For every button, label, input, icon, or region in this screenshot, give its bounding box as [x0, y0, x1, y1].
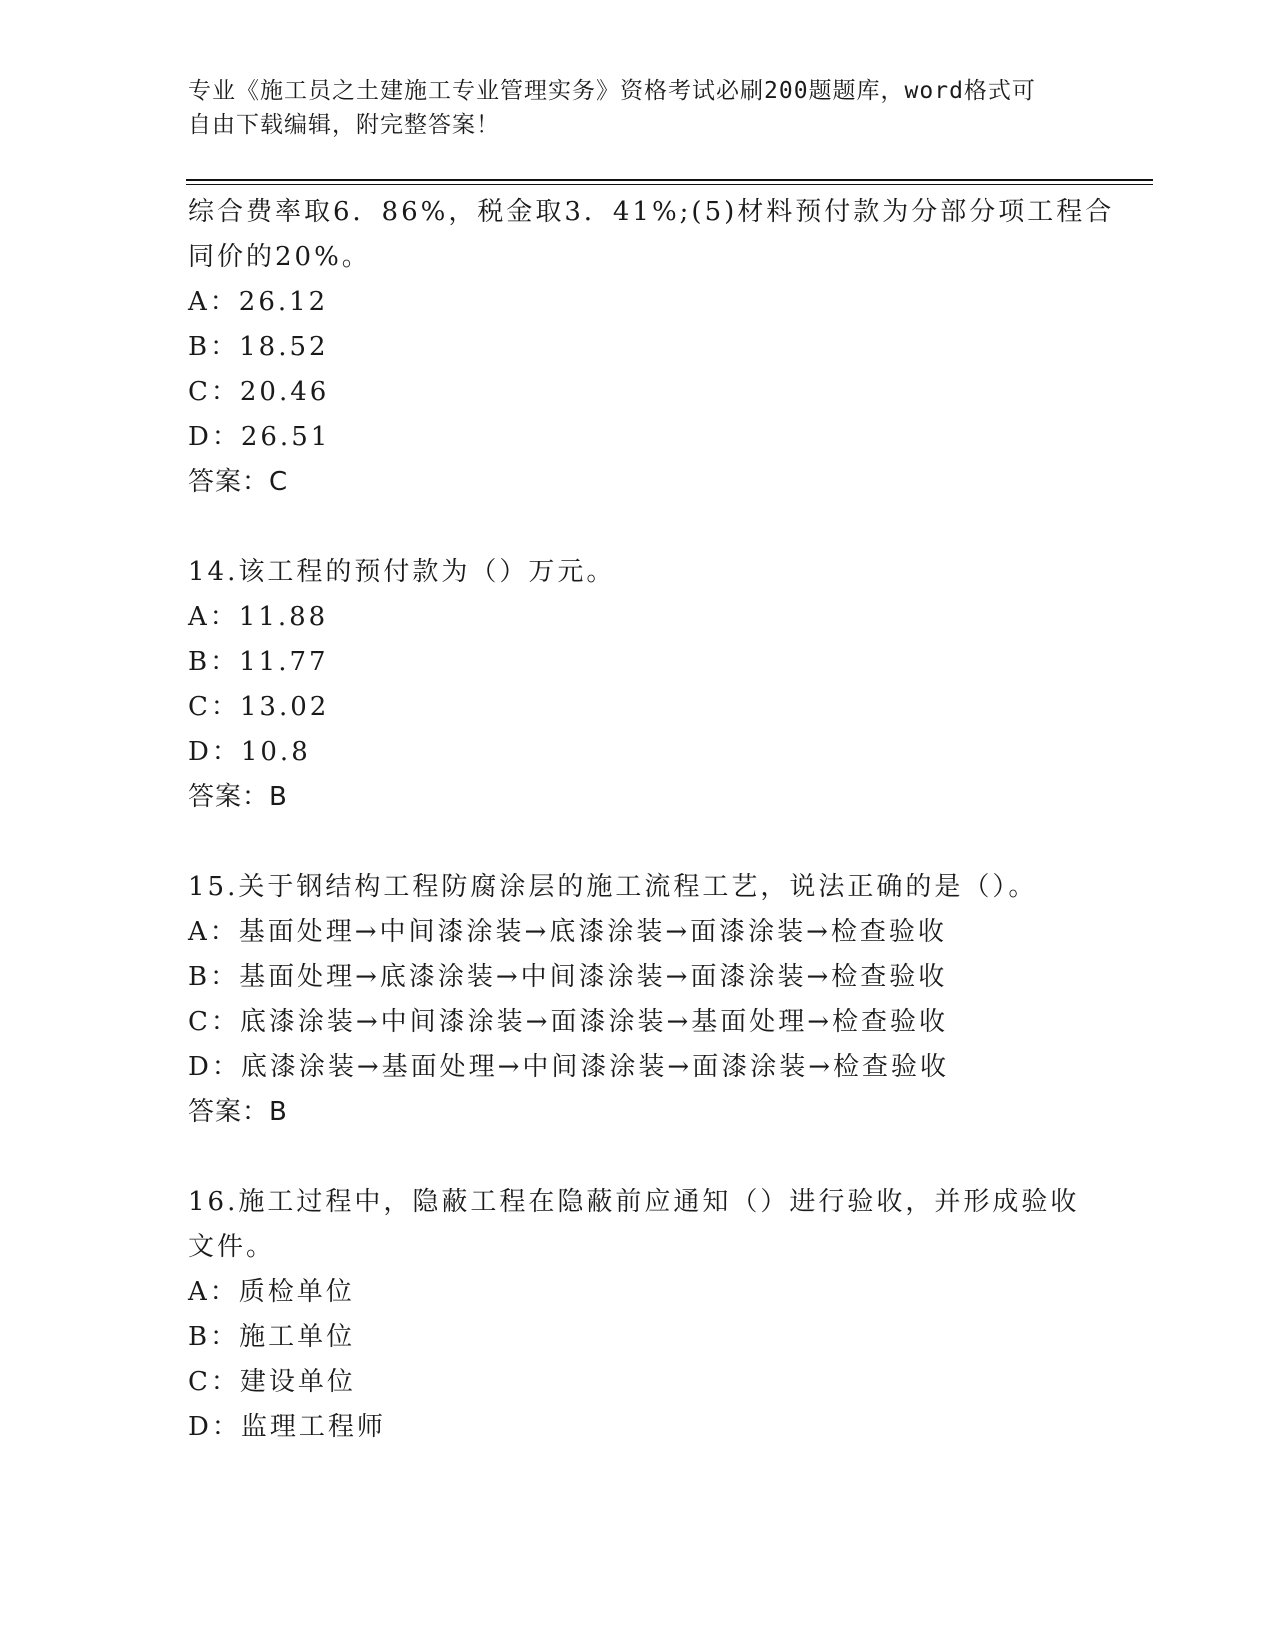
- question-15: [188, 865, 1088, 1135]
- option-c: C：13.02: [188, 692, 330, 722]
- question-text: 文件。: [188, 1232, 276, 1262]
- option-c: C：20.46: [188, 377, 330, 407]
- header-rule-thick: [186, 179, 1153, 181]
- question-text: 同价的20%。: [188, 242, 371, 272]
- option-c: C：建设单位: [188, 1367, 356, 1397]
- answer: 答案：B: [188, 1097, 288, 1127]
- option-b: B：施工单位: [188, 1322, 356, 1352]
- option-a: A：26.12: [188, 287, 329, 317]
- option-d: D：监理工程师: [188, 1412, 386, 1442]
- option-d: D：10.8: [188, 737, 311, 767]
- question-content: [188, 190, 1115, 1450]
- question-text: 14.该工程的预付款为（）万元。: [188, 557, 616, 587]
- document-header: [188, 74, 1068, 142]
- option-d: D：26.51: [188, 422, 331, 452]
- header-line-1: 专业《施工员之土建施工专业管理实务》资格考试必刷200题题库，word格式可: [188, 78, 1036, 104]
- option-b: B：基面处理→底漆涂装→中间漆涂装→面漆涂装→检查验收: [188, 962, 948, 992]
- spacer: [188, 820, 1088, 865]
- spacer: [188, 1135, 1088, 1180]
- option-a: A：11.88: [188, 602, 329, 632]
- answer: 答案：B: [188, 782, 288, 812]
- option-d: D：底漆涂装→基面处理→中间漆涂装→面漆涂装→检查验收: [188, 1052, 949, 1082]
- option-c: C：底漆涂装→中间漆涂装→面漆涂装→基面处理→检查验收: [188, 1007, 949, 1037]
- question-14: [188, 550, 1088, 820]
- option-a: A：质检单位: [188, 1277, 355, 1307]
- option-b: B：18.52: [188, 332, 329, 362]
- answer: 答案：C: [188, 467, 289, 497]
- header-rule-thin: [186, 184, 1153, 185]
- spacer: [188, 505, 1088, 550]
- option-b: B：11.77: [188, 647, 329, 677]
- question-text: 16.施工过程中，隐蔽工程在隐蔽前应通知（）进行验收，并形成验收: [188, 1187, 1080, 1217]
- question-16: [188, 1180, 1088, 1450]
- question-text: 15.关于钢结构工程防腐涂层的施工流程工艺，说法正确的是（）。: [188, 872, 1038, 902]
- question-text: 综合费率取6．86%，税金取3．41%;(5)材料预付款为分部分项工程合: [188, 197, 1115, 227]
- question-13: [188, 190, 1115, 505]
- option-a: A：基面处理→中间漆涂装→底漆涂装→面漆涂装→检查验收: [188, 917, 947, 947]
- header-line-2: 自由下载编辑，附完整答案！: [188, 112, 500, 138]
